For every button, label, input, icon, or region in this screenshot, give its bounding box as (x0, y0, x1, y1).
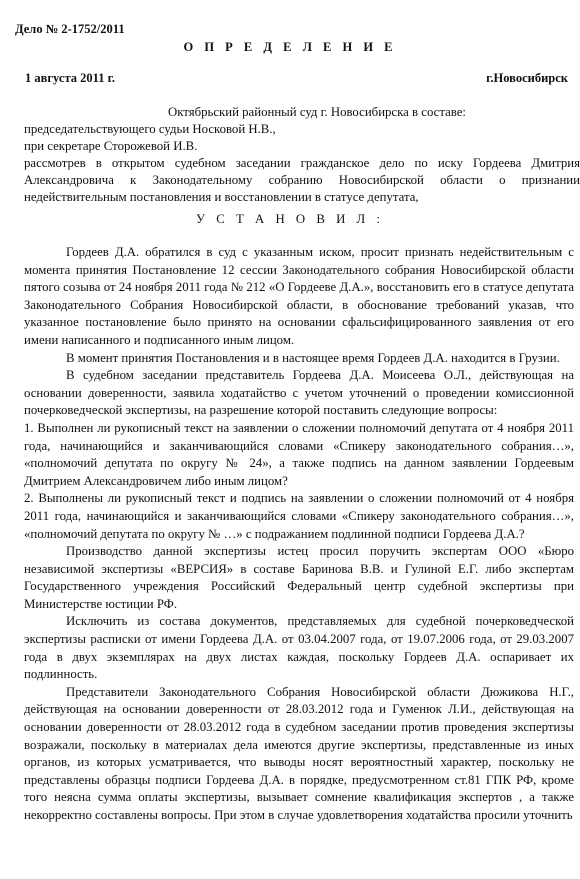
court-line-1: Октябрьский районный суд г. Новосибирска в составе: (168, 105, 466, 119)
section-heading: У С Т А Н О В И Л : (196, 212, 384, 226)
document-city: г.Новосибирск (486, 71, 568, 85)
court-line-4: рассмотрев в открытом судебном заседании гражданское дело по иску Гордеева Дмитрия Александровича к Законодательному собранию Новосибирской области о признании недействительным постановления и восстановлении в статусе депутата, (24, 156, 580, 204)
paragraph: 1. Выполнен ли рукописный текст на заявлении о сложении полномочий депутата от 4 ноября 2011 года, начинающийся и заканчивающийся словами «Спикеру законодательного собрания…», «полномочий депутата по округу № 24», а также подпись на данном заявлении Гордеевым Дмитрием Александровичем либо иным лицом? (24, 420, 574, 488)
paragraph: Производство данной экспертизы истец просил поручить экспертам ООО «Бюро независимой экспертизы «ВЕРСИЯ» в составе Баринова В.В. и Гулиной Е.Г. либо экспертам Государственного учреждения Российский Федеральный центр судебной экспертизы при Министерстве юстиции РФ. (24, 544, 574, 611)
paragraph: В судебном заседании представитель Гордеева Д.А. Моисеева О.Л., действующая на основании доверенности, заявила ходатайство с учетом уточнений о проведении комиссионной почерковедческой экспертизы, на разрешение которой поставить следующие вопросы: (24, 368, 574, 418)
paragraph: Исключить из состава документов, представляемых для судебной почерковедческой экспертизы расписки от имени Гордеева Д.А. от 03.04.2007 года, от 19.07.2006 года, от 29.03.2007 года в двух экземплярах на двух листах каждая, поскольку Гордеев Д.А. оспаривает их подлинность. (24, 614, 574, 682)
document-date: 1 августа 2011 г. (25, 71, 115, 85)
document-title: О П Р Е Д Е Л Е Н И Е (183, 40, 397, 54)
paragraph: Гордеев Д.А. обратился в суд с указанным иском, просит признать недействительным с момента принятия Постановление 12 сессии Законодательного собрания Новосибирской области пятого созыва от 24 ноября 2011 года № 212 «О Гордееве Д.А.», восстановить его в статусе депутата Законодательного Собрания Новосибирской области, в обоснование требований указав, что указанное постановление было принято на основании сфальсифицированного заявления от его имени написанного и подписанного иным лицом. (24, 245, 574, 347)
court-line-2: председательствующего судьи Носковой Н.В., (24, 122, 276, 136)
court-line-3: при секретаре Сторожевой И.В. (24, 139, 198, 153)
paragraph: 2. Выполнены ли рукописный текст и подпись на заявлении о сложении полномочий от 4 ноября 2011 года, начинающийся и заканчивающийся словами «Спикеру законодательного собрания…», «полномочий депутата по округу № …» с подражанием подлинной подписи Гордеева Д.А.? (24, 491, 574, 541)
case-number: Дело № 2-1752/2011 (15, 22, 125, 36)
document-body (24, 244, 574, 825)
paragraph: В момент принятия Постановления и в настоящее время Гордеев Д.А. находится в Грузии. (66, 350, 560, 365)
paragraph: Представители Законодательного Собрания Новосибирской области Дюжикова Н.Г., действующая на основании доверенности от 28.03.2012 года и Гуменюк Л.И., действующая на основании доверенности от 28.03.2012 года в судебном заседании против проведения экспертизы возражали, поскольку в материалах дела имеются другие экспертизы, представленные из иных органов, из которых усматривается, что выводы носят вероятностный характер, поскольку не представлены образцы подписи Гордеева Д.А. в порядке, предусмотренном ст.81 ГПК РФ, кроме того неясна сумма оплаты экспертизы, вызывает сомнение квалификация экспертов , а также некорректно составлены вопросы. При этом в случае удовлетворения ходатайства просили уточнить (24, 684, 574, 822)
court-composition (24, 104, 580, 206)
